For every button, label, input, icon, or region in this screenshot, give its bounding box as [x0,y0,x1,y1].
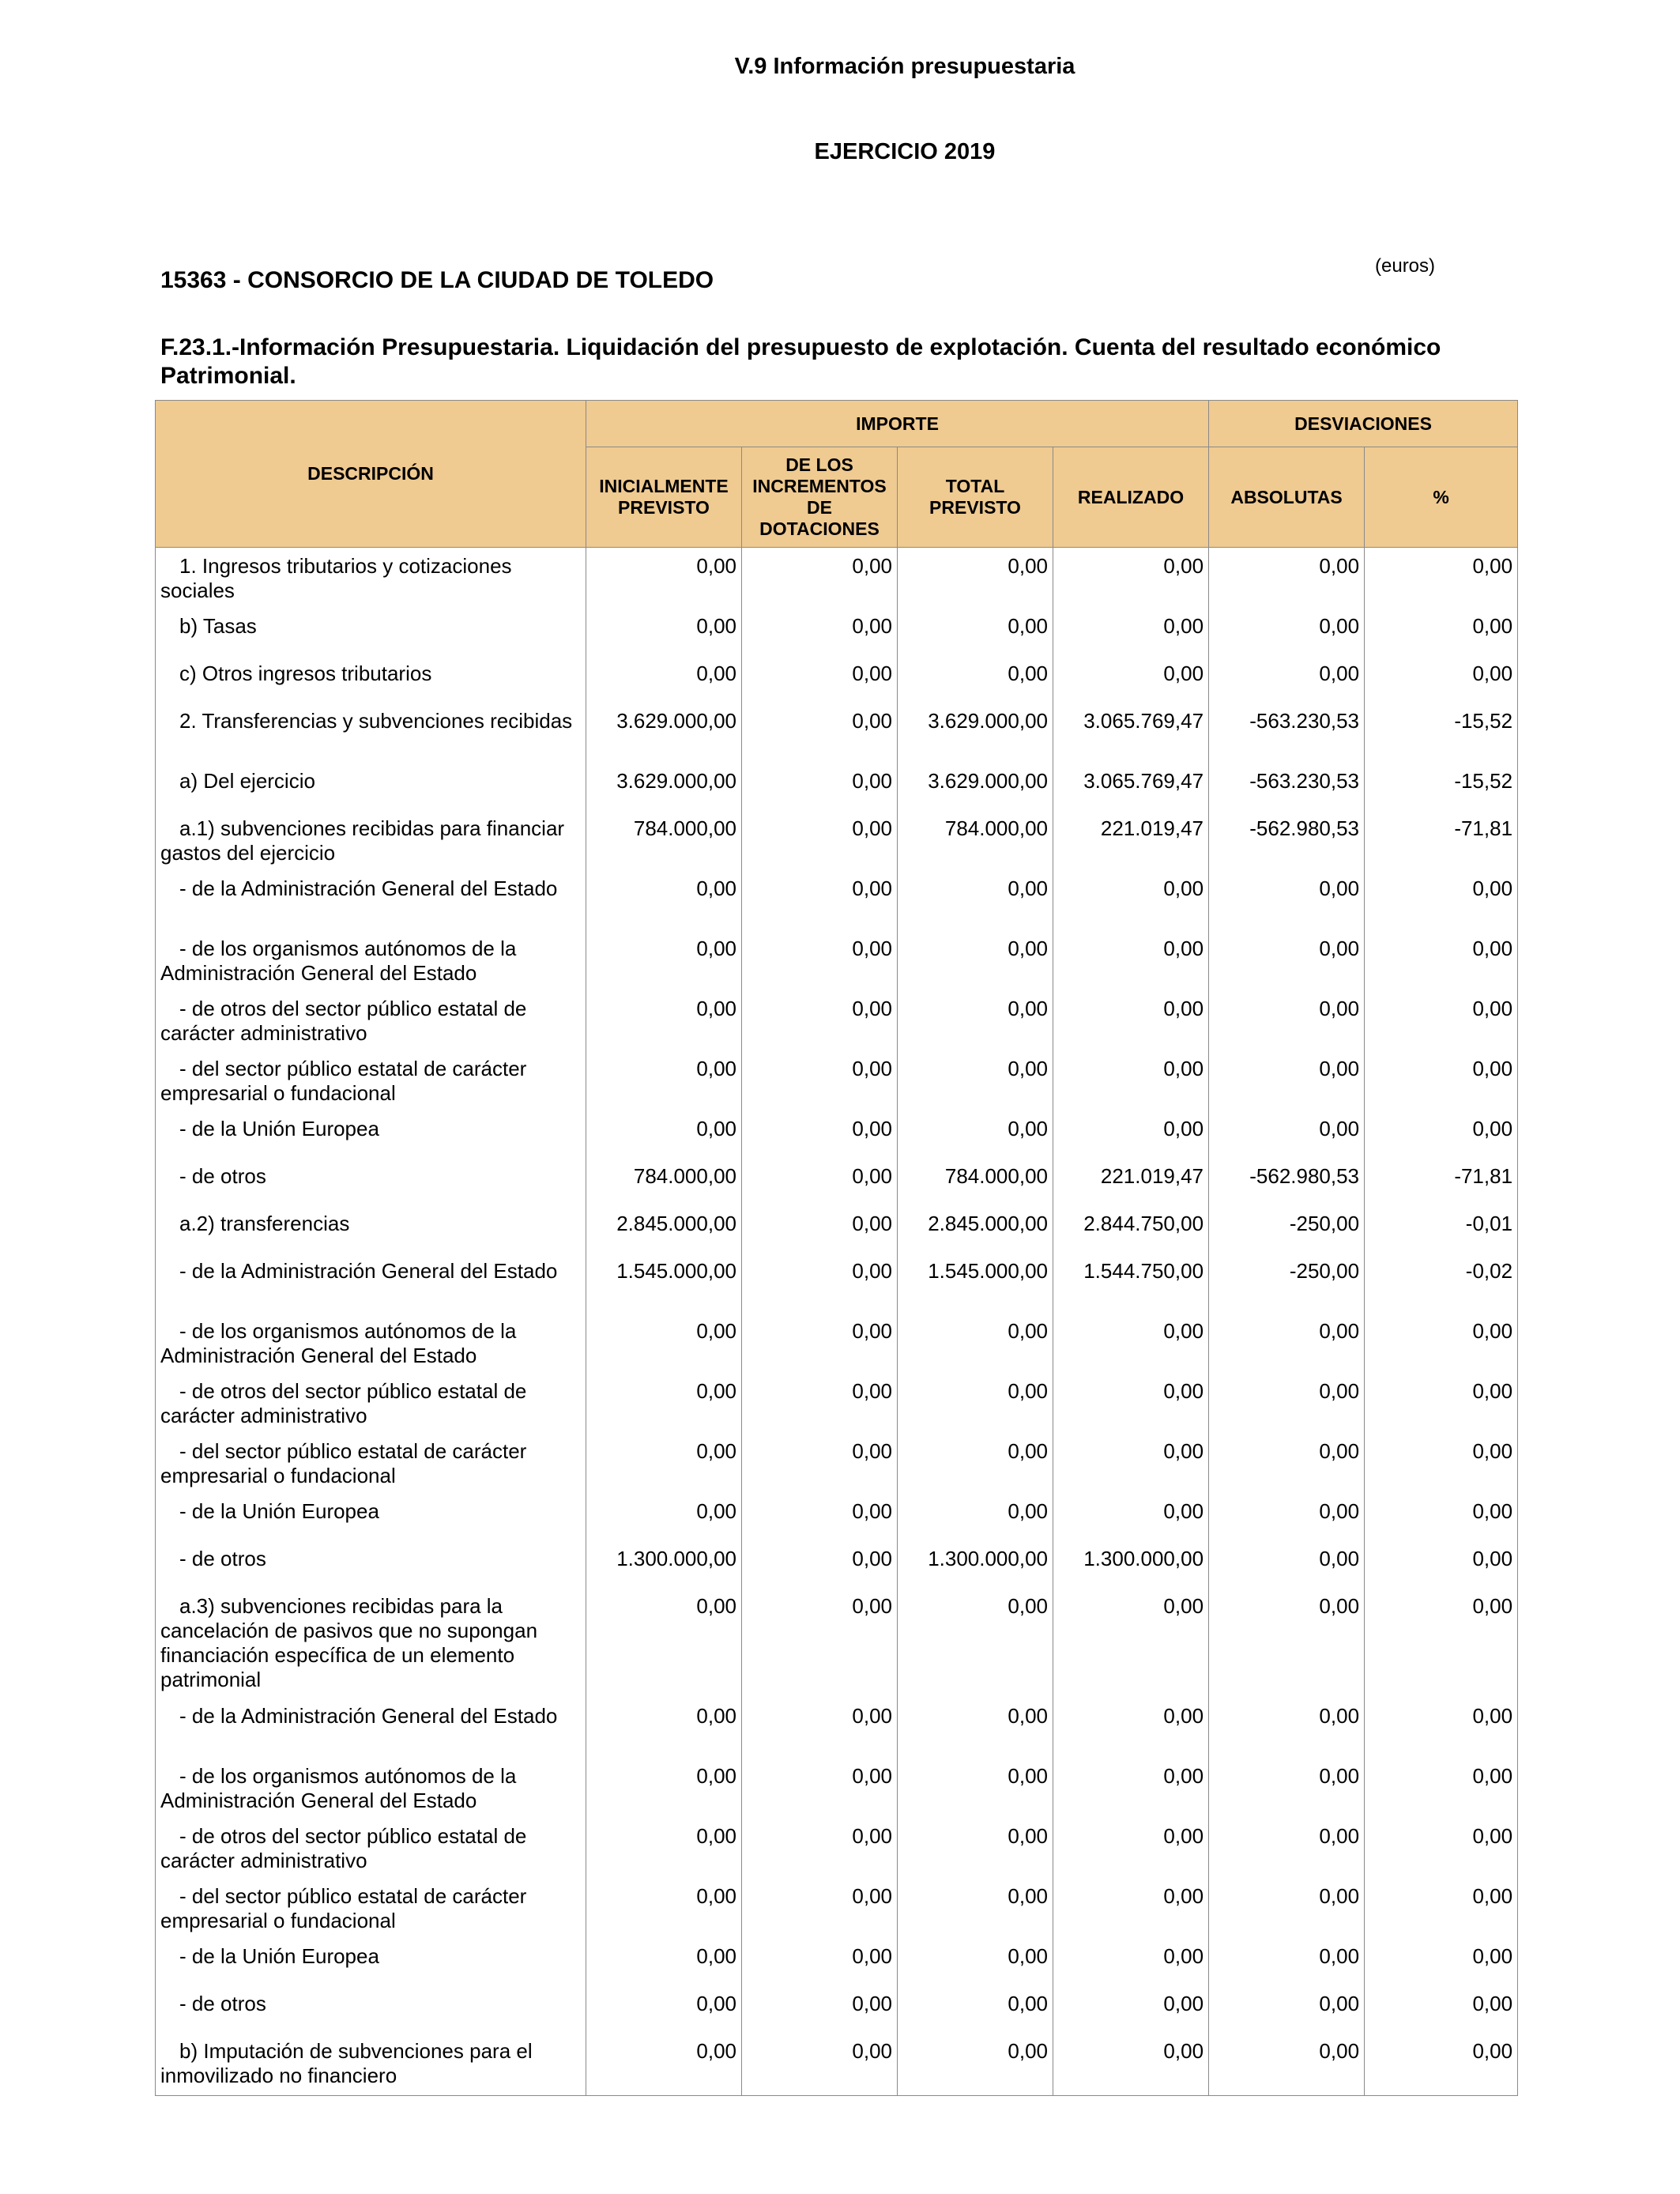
value-incrementos: 0,00 [742,1313,898,1373]
row-description-text: - de otros del sector público estatal de carácter administrativo [160,996,527,1045]
value-incrementos: 0,00 [742,1698,898,1758]
value-inicialmente-previsto: 0,00 [586,2033,742,2096]
value-total-previsto: 0,00 [898,1493,1053,1540]
value-porcentaje: -15,52 [1365,703,1518,763]
value-absolutas: 0,00 [1209,1818,1365,1878]
table-row [156,1050,1518,1110]
value-absolutas: 0,00 [1209,1985,1365,2033]
row-description [156,1588,586,1698]
value-realizado: 2.844.750,00 [1053,1205,1209,1253]
row-description-text: - de la Unión Europea [179,1498,379,1523]
row-description [156,655,586,703]
value-total-previsto: 1.545.000,00 [898,1253,1053,1313]
table-row [156,810,1518,870]
fiscal-year-title: EJERCICIO 2019 [814,139,996,164]
value-incrementos: 0,00 [742,1758,898,1818]
row-description [156,1818,586,1878]
table-row [156,1205,1518,1253]
value-incrementos: 0,00 [742,810,898,870]
value-incrementos: 0,00 [742,1540,898,1588]
value-total-previsto: 0,00 [898,990,1053,1050]
value-inicialmente-previsto: 3.629.000,00 [586,703,742,763]
value-absolutas: 0,00 [1209,990,1365,1050]
value-absolutas: 0,00 [1209,1493,1365,1540]
value-total-previsto: 0,00 [898,1433,1053,1493]
row-description [156,1373,586,1433]
row-description [156,548,586,608]
value-porcentaje: -0,02 [1365,1253,1518,1313]
value-incrementos: 0,00 [742,1493,898,1540]
table-row [156,548,1518,608]
value-incrementos: 0,00 [742,1373,898,1433]
row-description-text: c) Otros ingresos tributarios [179,661,432,685]
value-absolutas: 0,00 [1209,608,1365,655]
table-row [156,1758,1518,1818]
table-row [156,655,1518,703]
row-description [156,1698,586,1758]
value-total-previsto: 1.300.000,00 [898,1540,1053,1588]
row-description-text: - del sector público estatal de carácter empresarial o fundacional [160,1438,527,1487]
value-incrementos: 0,00 [742,1433,898,1493]
table-row [156,990,1518,1050]
value-absolutas: -562.980,53 [1209,1158,1365,1205]
value-porcentaje: 0,00 [1365,1588,1518,1698]
value-incrementos: 0,00 [742,1110,898,1158]
header-importe: IMPORTE [586,401,1209,447]
value-inicialmente-previsto: 0,00 [586,1818,742,1878]
value-absolutas: -562.980,53 [1209,810,1365,870]
value-inicialmente-previsto: 0,00 [586,1373,742,1433]
value-incrementos: 0,00 [742,608,898,655]
value-total-previsto: 0,00 [898,2033,1053,2096]
table-row [156,1158,1518,1205]
value-total-previsto: 0,00 [898,1588,1053,1698]
col-porcentaje: % [1365,447,1518,548]
row-description-text: - de la Administración General del Estado [179,1703,558,1728]
value-total-previsto: 0,00 [898,930,1053,990]
row-description [156,1253,586,1313]
section-title: F.23.1.-Información Presupuestaria. Liquidación del presupuesto de explotación. Cuenta del resultado económico Patrimonial. [160,334,1441,389]
row-description-text: a.2) transferencias [179,1211,350,1235]
value-absolutas: 0,00 [1209,1540,1365,1588]
row-description [156,810,586,870]
row-description [156,990,586,1050]
value-realizado: 0,00 [1053,1313,1209,1373]
value-porcentaje: 0,00 [1365,1433,1518,1493]
value-inicialmente-previsto: 0,00 [586,1758,742,1818]
value-total-previsto: 0,00 [898,1110,1053,1158]
value-total-previsto: 0,00 [898,1985,1053,2033]
value-realizado: 221.019,47 [1053,1158,1209,1205]
value-inicialmente-previsto: 1.300.000,00 [586,1540,742,1588]
value-inicialmente-previsto: 0,00 [586,608,742,655]
value-inicialmente-previsto: 0,00 [586,1985,742,2033]
value-absolutas: 0,00 [1209,1878,1365,1938]
value-inicialmente-previsto: 0,00 [586,930,742,990]
row-description [156,1938,586,1985]
table-row [156,1373,1518,1433]
value-inicialmente-previsto: 784.000,00 [586,1158,742,1205]
value-porcentaje: 0,00 [1365,990,1518,1050]
value-porcentaje: 0,00 [1365,870,1518,930]
row-description [156,1985,586,2033]
value-absolutas: 0,00 [1209,1313,1365,1373]
value-porcentaje: 0,00 [1365,1985,1518,2033]
value-realizado: 0,00 [1053,1878,1209,1938]
value-absolutas: 0,00 [1209,1433,1365,1493]
row-description-text: - de otros [179,1546,266,1570]
table-row [156,1588,1518,1698]
value-total-previsto: 0,00 [898,1938,1053,1985]
row-description [156,703,586,763]
value-total-previsto: 0,00 [898,548,1053,608]
col-absolutas: ABSOLUTAS [1209,447,1365,548]
table-row [156,1540,1518,1588]
value-realizado: 0,00 [1053,1985,1209,2033]
value-inicialmente-previsto: 0,00 [586,1588,742,1698]
value-absolutas: 0,00 [1209,655,1365,703]
value-porcentaje: 0,00 [1365,1373,1518,1433]
table-row [156,1433,1518,1493]
value-total-previsto: 0,00 [898,1758,1053,1818]
value-incrementos: 0,00 [742,1985,898,2033]
col-incrementos-dotaciones: DE LOS INCREMENTOS DE DOTACIONES [742,447,898,548]
row-description-text: - de los organismos autónomos de la Administración General del Estado [160,936,517,985]
row-description-text: a) Del ejercicio [179,768,315,793]
row-description [156,1878,586,1938]
row-description [156,870,586,930]
value-porcentaje: -0,01 [1365,1205,1518,1253]
table-row [156,608,1518,655]
row-description-text: - de la Administración General del Estado [179,876,558,900]
row-description-text: - de otros [179,1163,266,1188]
value-incrementos: 0,00 [742,763,898,810]
row-description-text: - del sector público estatal de carácter empresarial o fundacional [160,1883,527,1932]
value-realizado: 1.300.000,00 [1053,1540,1209,1588]
row-description [156,1050,586,1110]
header-desviaciones: DESVIACIONES [1209,401,1518,447]
value-total-previsto: 0,00 [898,1050,1053,1110]
value-incrementos: 0,00 [742,990,898,1050]
row-description [156,1758,586,1818]
value-realizado: 0,00 [1053,1373,1209,1433]
value-incrementos: 0,00 [742,1878,898,1938]
value-absolutas: 0,00 [1209,1588,1365,1698]
value-inicialmente-previsto: 0,00 [586,655,742,703]
row-description-text: - de la Administración General del Estado [179,1258,558,1283]
value-total-previsto: 784.000,00 [898,1158,1053,1205]
value-realizado: 0,00 [1053,870,1209,930]
value-total-previsto: 2.845.000,00 [898,1205,1053,1253]
value-porcentaje: 0,00 [1365,930,1518,990]
value-porcentaje: -71,81 [1365,1158,1518,1205]
entity-name: 15363 - CONSORCIO DE LA CIUDAD DE TOLEDO [160,267,714,293]
value-total-previsto: 0,00 [898,870,1053,930]
table-row [156,703,1518,763]
row-description [156,1158,586,1205]
value-porcentaje: -71,81 [1365,810,1518,870]
value-realizado: 0,00 [1053,990,1209,1050]
value-total-previsto: 0,00 [898,608,1053,655]
value-inicialmente-previsto: 0,00 [586,548,742,608]
value-porcentaje: 0,00 [1365,1110,1518,1158]
row-description-text: b) Imputación de subvenciones para el inmovilizado no financiero [160,2038,533,2087]
value-inicialmente-previsto: 0,00 [586,1313,742,1373]
value-incrementos: 0,00 [742,1205,898,1253]
value-absolutas: 0,00 [1209,930,1365,990]
value-absolutas: 0,00 [1209,870,1365,930]
table-row [156,1985,1518,2033]
value-incrementos: 0,00 [742,930,898,990]
value-realizado: 0,00 [1053,1050,1209,1110]
value-total-previsto: 0,00 [898,1818,1053,1878]
value-porcentaje: 0,00 [1365,548,1518,608]
value-inicialmente-previsto: 3.629.000,00 [586,763,742,810]
value-inicialmente-previsto: 0,00 [586,1050,742,1110]
value-inicialmente-previsto: 0,00 [586,1110,742,1158]
value-realizado: 221.019,47 [1053,810,1209,870]
row-description-text: - de otros del sector público estatal de carácter administrativo [160,1378,527,1427]
row-description [156,608,586,655]
value-porcentaje: 0,00 [1365,1540,1518,1588]
value-incrementos: 0,00 [742,1588,898,1698]
table-row [156,1818,1518,1878]
value-porcentaje: -15,52 [1365,763,1518,810]
row-description [156,1313,586,1373]
row-description [156,2033,586,2096]
value-total-previsto: 3.629.000,00 [898,763,1053,810]
row-description-text: - de la Unión Europea [179,1116,379,1140]
row-description-text: - de otros del sector público estatal de carácter administrativo [160,1823,527,1872]
value-realizado: 0,00 [1053,1110,1209,1158]
value-incrementos: 0,00 [742,548,898,608]
units-label: (euros) [1375,255,1436,277]
value-incrementos: 0,00 [742,703,898,763]
row-description [156,930,586,990]
value-incrementos: 0,00 [742,1158,898,1205]
value-absolutas: -250,00 [1209,1205,1365,1253]
row-description-text: 2. Transferencias y subvenciones recibidas [179,708,573,733]
col-total-previsto: TOTAL PREVISTO [898,447,1053,548]
value-porcentaje: 0,00 [1365,1698,1518,1758]
row-description [156,1110,586,1158]
value-realizado: 0,00 [1053,548,1209,608]
value-porcentaje: 0,00 [1365,655,1518,703]
value-realizado: 0,00 [1053,1818,1209,1878]
budget-table [155,400,1518,2096]
value-realizado: 3.065.769,47 [1053,703,1209,763]
row-description [156,763,586,810]
value-inicialmente-previsto: 0,00 [586,870,742,930]
value-total-previsto: 0,00 [898,1373,1053,1433]
row-description-text: a.3) subvenciones recibidas para la cancelación de pasivos que no supongan financiación específica de un elemento patrimonial [160,1593,538,1691]
value-incrementos: 0,00 [742,1938,898,1985]
value-absolutas: 0,00 [1209,1758,1365,1818]
row-description-text: b) Tasas [179,613,257,638]
value-porcentaje: 0,00 [1365,1050,1518,1110]
value-porcentaje: 0,00 [1365,608,1518,655]
row-description [156,1493,586,1540]
row-description-text: - de los organismos autónomos de la Administración General del Estado [160,1318,517,1367]
value-total-previsto: 0,00 [898,655,1053,703]
value-incrementos: 0,00 [742,870,898,930]
value-inicialmente-previsto: 0,00 [586,1938,742,1985]
value-realizado: 3.065.769,47 [1053,763,1209,810]
table-body [156,548,1518,2096]
value-absolutas: 0,00 [1209,1050,1365,1110]
header-descripcion: DESCRIPCIÓN [156,401,586,548]
table-row [156,1313,1518,1373]
value-total-previsto: 0,00 [898,1878,1053,1938]
table-row [156,870,1518,930]
table-row [156,2033,1518,2096]
value-absolutas: 0,00 [1209,2033,1365,2096]
value-realizado: 0,00 [1053,1758,1209,1818]
row-description-text: - del sector público estatal de carácter empresarial o fundacional [160,1056,527,1105]
table-row [156,1878,1518,1938]
value-absolutas: 0,00 [1209,1110,1365,1158]
value-absolutas: -563.230,53 [1209,763,1365,810]
value-absolutas: -250,00 [1209,1253,1365,1313]
value-realizado: 0,00 [1053,2033,1209,2096]
value-absolutas: 0,00 [1209,1698,1365,1758]
value-inicialmente-previsto: 0,00 [586,1878,742,1938]
value-absolutas: 0,00 [1209,1938,1365,1985]
value-absolutas: 0,00 [1209,548,1365,608]
page-title: V.9 Información presupuestaria [734,54,1075,79]
col-inicialmente-previsto: INICIALMENTE PREVISTO [586,447,742,548]
table-row [156,1698,1518,1758]
value-total-previsto: 0,00 [898,1698,1053,1758]
table-row [156,1938,1518,1985]
value-porcentaje: 0,00 [1365,1878,1518,1938]
value-realizado: 0,00 [1053,1433,1209,1493]
value-realizado: 0,00 [1053,608,1209,655]
row-description-text: a.1) subvenciones recibidas para financiar gastos del ejercicio [160,816,565,865]
value-realizado: 0,00 [1053,1588,1209,1698]
value-incrementos: 0,00 [742,655,898,703]
table-row [156,1110,1518,1158]
value-inicialmente-previsto: 0,00 [586,1433,742,1493]
value-realizado: 1.544.750,00 [1053,1253,1209,1313]
row-description [156,1205,586,1253]
value-incrementos: 0,00 [742,1050,898,1110]
value-incrementos: 0,00 [742,2033,898,2096]
table-row [156,763,1518,810]
value-realizado: 0,00 [1053,655,1209,703]
table-row [156,1493,1518,1540]
value-porcentaje: 0,00 [1365,1493,1518,1540]
row-description [156,1433,586,1493]
value-porcentaje: 0,00 [1365,1758,1518,1818]
value-realizado: 0,00 [1053,1938,1209,1985]
value-incrementos: 0,00 [742,1253,898,1313]
value-porcentaje: 0,00 [1365,1818,1518,1878]
value-total-previsto: 784.000,00 [898,810,1053,870]
value-inicialmente-previsto: 0,00 [586,990,742,1050]
row-description [156,1540,586,1588]
value-absolutas: 0,00 [1209,1373,1365,1433]
row-description-text: 1. Ingresos tributarios y cotizaciones sociales [160,554,512,602]
value-realizado: 0,00 [1053,1493,1209,1540]
row-description-text: - de otros [179,1991,266,2015]
value-total-previsto: 0,00 [898,1313,1053,1373]
value-inicialmente-previsto: 0,00 [586,1698,742,1758]
value-porcentaje: 0,00 [1365,1313,1518,1373]
value-realizado: 0,00 [1053,930,1209,990]
value-total-previsto: 3.629.000,00 [898,703,1053,763]
value-realizado: 0,00 [1053,1698,1209,1758]
row-description-text: - de los organismos autónomos de la Administración General del Estado [160,1763,517,1812]
value-incrementos: 0,00 [742,1818,898,1878]
value-absolutas: -563.230,53 [1209,703,1365,763]
value-porcentaje: 0,00 [1365,2033,1518,2096]
value-inicialmente-previsto: 0,00 [586,1493,742,1540]
row-description-text: - de la Unión Europea [179,1943,379,1968]
value-inicialmente-previsto: 1.545.000,00 [586,1253,742,1313]
value-inicialmente-previsto: 2.845.000,00 [586,1205,742,1253]
col-realizado: REALIZADO [1053,447,1209,548]
table-row [156,930,1518,990]
value-porcentaje: 0,00 [1365,1938,1518,1985]
table-row [156,1253,1518,1313]
value-inicialmente-previsto: 784.000,00 [586,810,742,870]
